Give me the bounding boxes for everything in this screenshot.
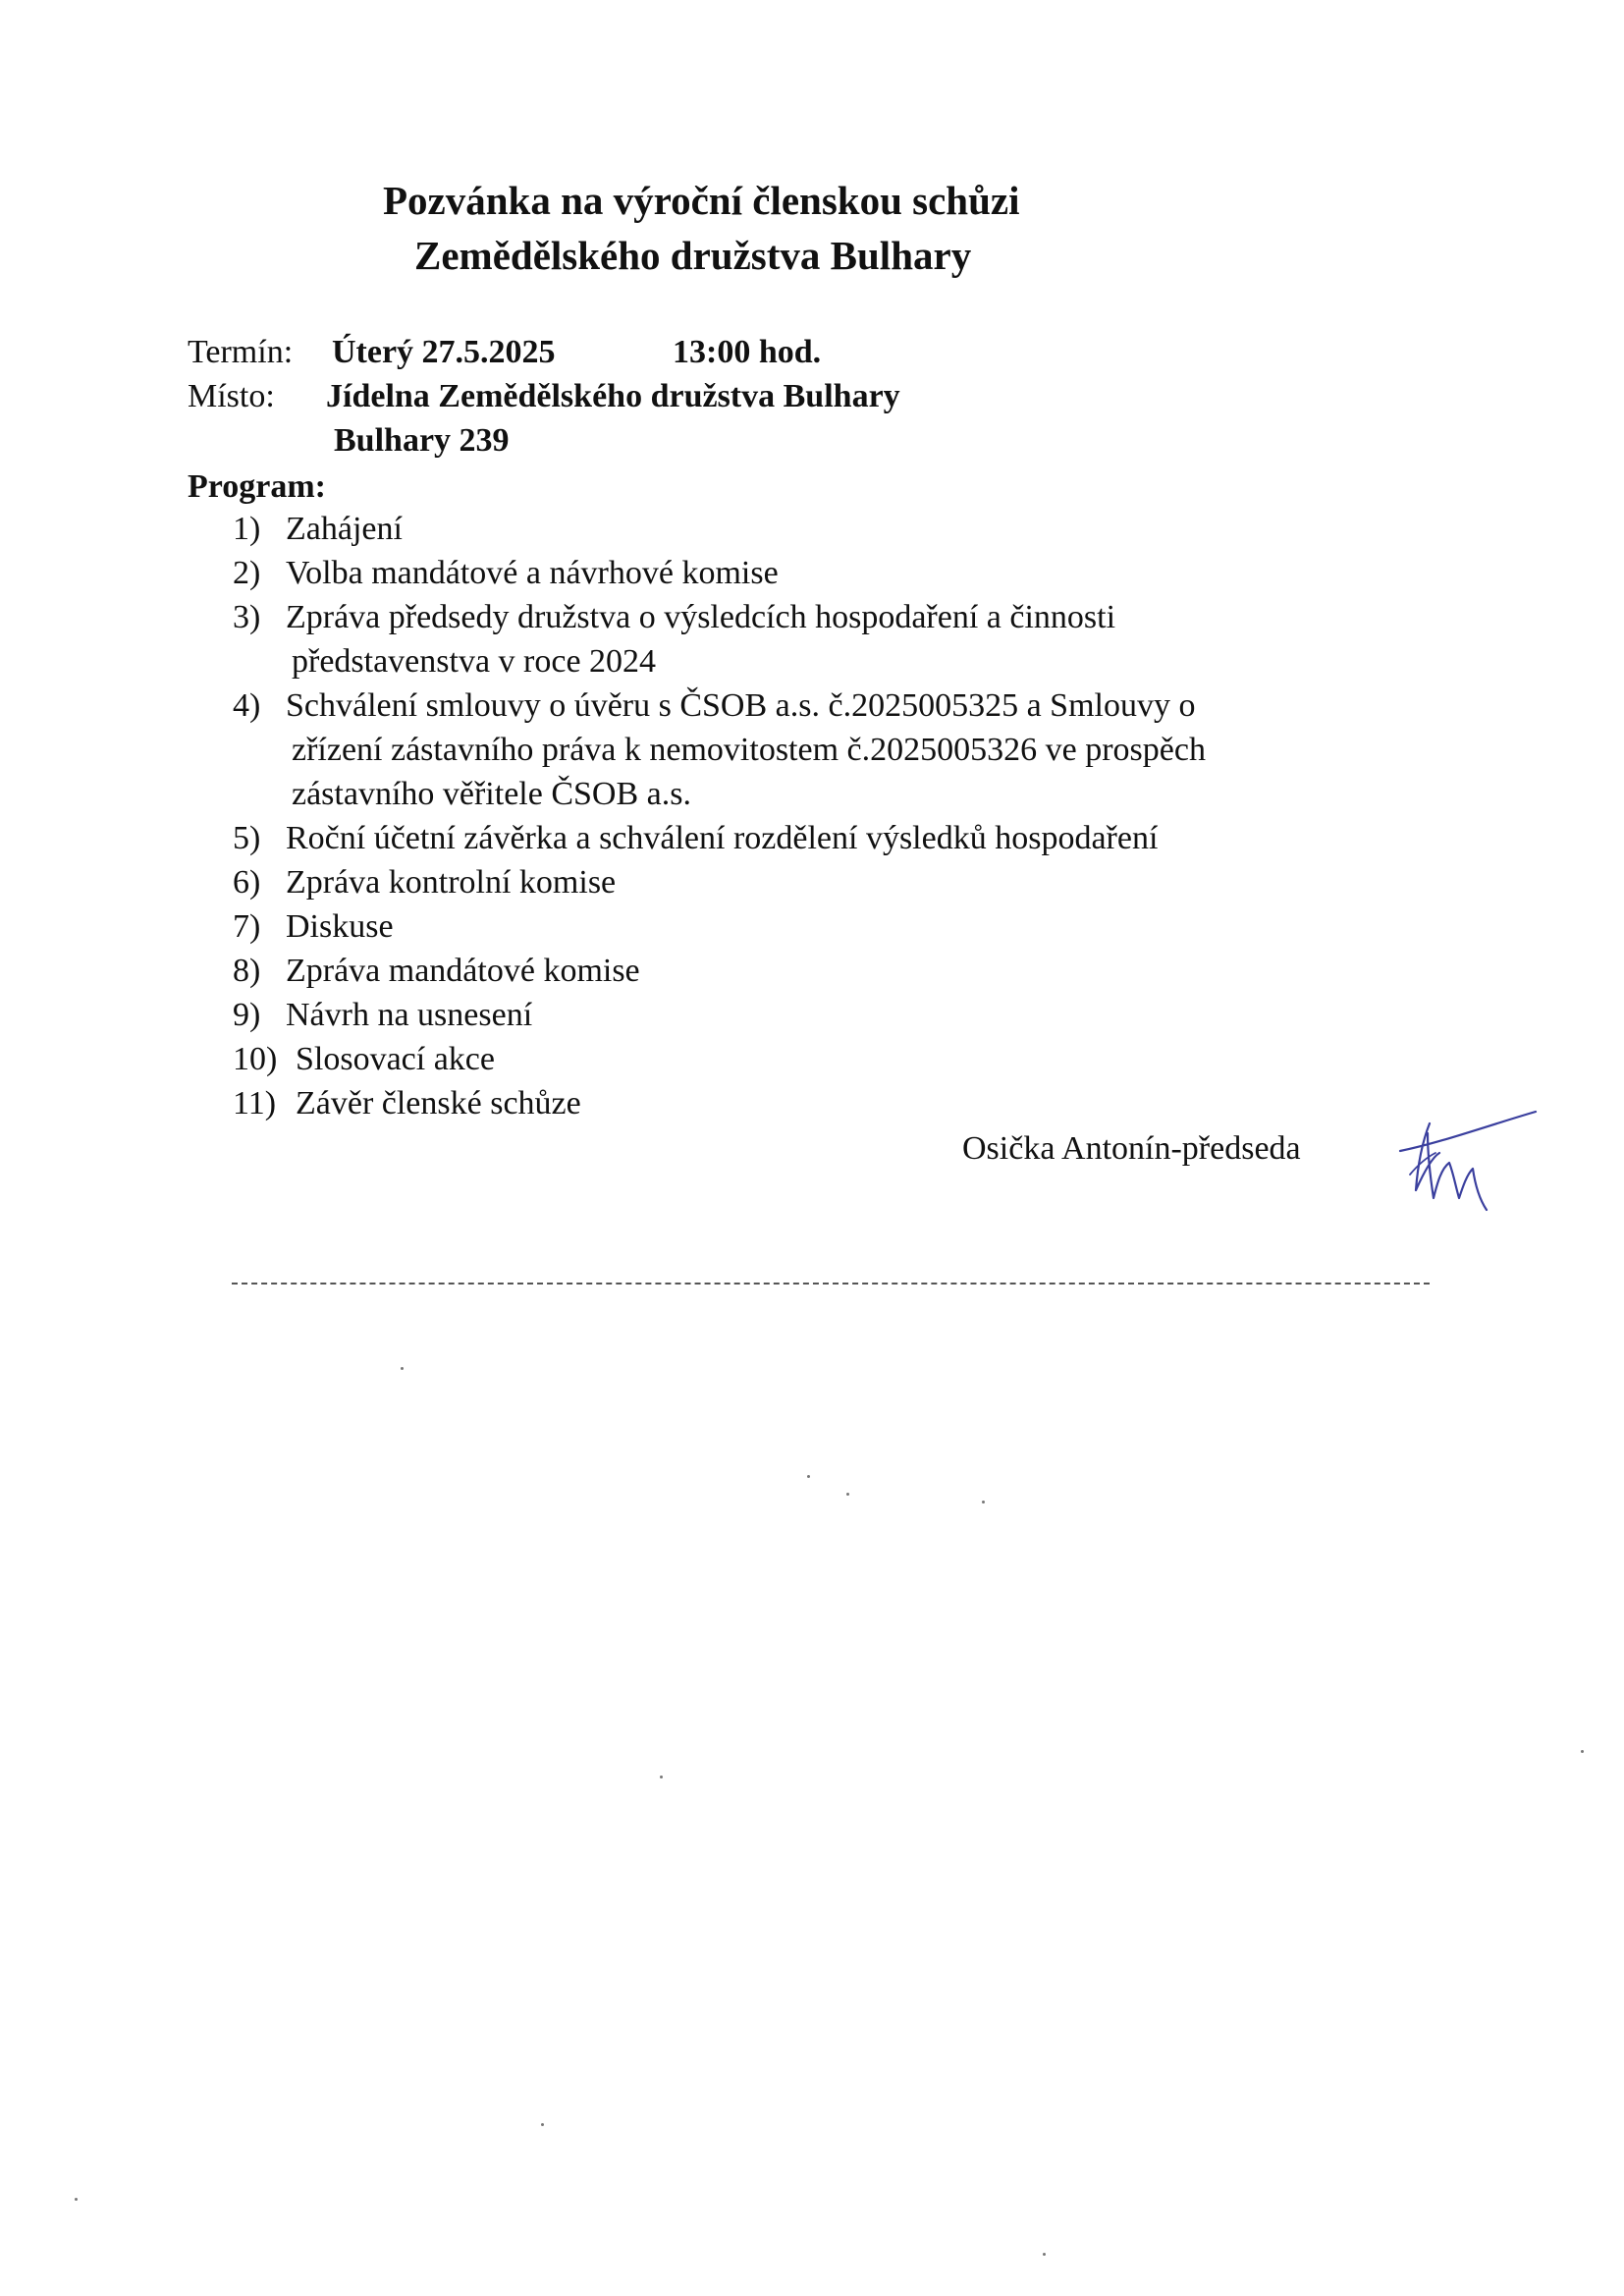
termin-date: Úterý 27.5.2025 — [332, 334, 556, 370]
agenda-item-continuation: zástavního věřitele ČSOB a.s. — [292, 776, 691, 812]
dashed-divider — [232, 1283, 1430, 1285]
agenda-item-continuation: zřízení zástavního práva k nemovitostem č.2025005326 ve prospěch — [292, 732, 1206, 768]
agenda-item-text: Slosovací akce — [296, 1041, 495, 1077]
agenda-item — [233, 1037, 1411, 1081]
agenda-item-number: 9) — [233, 997, 261, 1033]
misto-row — [188, 374, 1464, 418]
agenda-item-text: Zpráva kontrolní komise — [286, 864, 617, 901]
agenda-item-number: 11) — [233, 1085, 277, 1121]
scan-speck — [401, 1367, 404, 1370]
agenda-item-number: 3) — [233, 599, 261, 635]
agenda-item-continuation: představenstva v roce 2024 — [292, 643, 657, 680]
agenda-item-text: Volba mandátové a návrhové komise — [286, 555, 779, 591]
agenda-item — [233, 993, 1411, 1037]
signature-icon — [1371, 1104, 1538, 1222]
scan-speck — [75, 2198, 78, 2201]
signer-name: Osička Antonín-předseda — [962, 1130, 1301, 1167]
scan-speck — [660, 1776, 663, 1778]
title-line-2: Zemědělského družstva Bulhary — [414, 233, 972, 278]
agenda-item-text: Roční účetní závěrka a schválení rozdělení výsledků hospodaření — [286, 820, 1159, 856]
agenda-item — [233, 1081, 1411, 1125]
agenda-item — [233, 904, 1411, 949]
termin-row — [188, 330, 1464, 374]
agenda-item-text: Návrh na usnesení — [286, 997, 533, 1033]
misto-label: Místo: — [188, 378, 275, 414]
agenda-item — [233, 860, 1411, 904]
agenda-item-number: 1) — [233, 511, 261, 547]
scan-speck — [982, 1501, 985, 1503]
agenda-item-text: Závěr členské schůze — [296, 1085, 581, 1121]
termin-time: 13:00 hod. — [673, 334, 822, 370]
scan-speck — [807, 1475, 810, 1478]
agenda-item-number: 4) — [233, 687, 261, 724]
agenda-item — [233, 507, 1411, 551]
agenda-item-number: 8) — [233, 953, 261, 989]
meeting-info — [188, 330, 1464, 463]
termin-label: Termín: — [188, 334, 294, 370]
misto-row-2 — [188, 418, 1464, 463]
agenda-item — [233, 551, 1411, 595]
agenda-item-number: 10) — [233, 1041, 278, 1077]
agenda-item-number: 6) — [233, 864, 261, 901]
agenda-list — [233, 507, 1411, 1125]
agenda-item — [233, 816, 1411, 860]
agenda-item-text: Zahájení — [286, 511, 403, 547]
misto-address: Bulhary 239 — [334, 422, 510, 459]
scan-speck — [846, 1493, 849, 1496]
agenda-item-text: Diskuse — [286, 908, 394, 945]
agenda-item-text: Schválení smlouvy o úvěru s ČSOB a.s. č.2025005325 a Smlouvy o — [286, 687, 1196, 724]
agenda-item-text: Zpráva předsedy družstva o výsledcích hospodaření a činnosti — [286, 599, 1116, 635]
agenda-item-text: Zpráva mandátové komise — [286, 953, 640, 989]
agenda-item-number: 7) — [233, 908, 261, 945]
document-title — [295, 173, 1276, 283]
scan-speck — [1581, 1750, 1584, 1753]
agenda-item — [233, 595, 1411, 683]
scan-speck — [541, 2123, 544, 2126]
misto-place: Jídelna Zemědělského družstva Bulhary — [326, 378, 900, 414]
scan-speck — [1043, 2253, 1046, 2256]
agenda-item-number: 2) — [233, 555, 261, 591]
agenda-item — [233, 683, 1411, 816]
title-line-1: Pozvánka na výroční členskou schůzi — [383, 178, 1020, 223]
program-heading: Program: — [188, 468, 326, 505]
agenda-item-number: 5) — [233, 820, 261, 856]
agenda-item — [233, 949, 1411, 993]
